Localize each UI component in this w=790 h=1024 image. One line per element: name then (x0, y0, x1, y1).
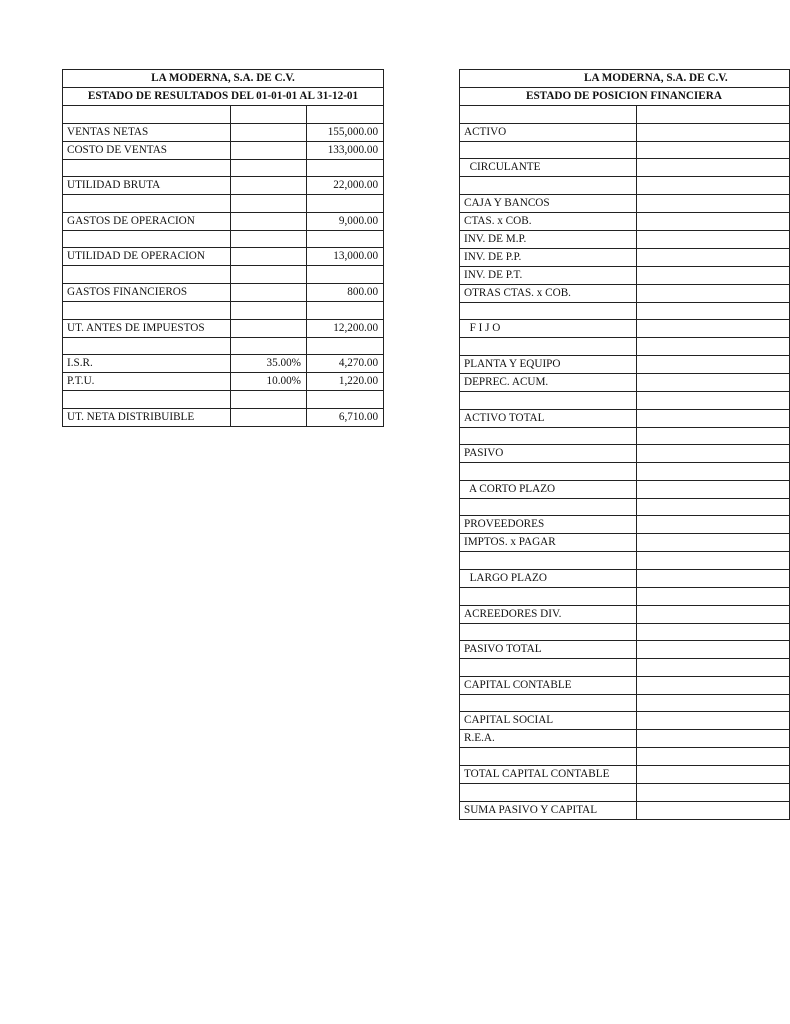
table-row (63, 230, 384, 248)
table-row (63, 266, 384, 284)
table-row (63, 248, 384, 266)
income-row-percent (231, 212, 307, 230)
income-row-percent: 35.00% (231, 355, 307, 373)
table-row (460, 409, 790, 427)
income-row-amount (307, 266, 384, 284)
balance-row-amount (637, 552, 790, 570)
balance-sheet-table (459, 69, 790, 820)
table-row (460, 463, 790, 481)
income-row-percent (231, 408, 307, 426)
table-row (460, 552, 790, 570)
income-row-label (63, 301, 231, 319)
income-row-percent: 10.00% (231, 373, 307, 391)
balance-row-label: PASIVO (460, 445, 637, 463)
balance-row-label: CIRCULANTE (460, 159, 637, 177)
table-row (460, 569, 790, 587)
balance-row-amount (637, 480, 790, 498)
balance-row-label: INV. DE P.T. (460, 266, 637, 284)
income-row-percent (231, 337, 307, 355)
balance-row-amount (637, 194, 790, 212)
income-row-label (63, 337, 231, 355)
balance-row-amount (637, 676, 790, 694)
balance-row-amount (637, 284, 790, 302)
balance-row-label (460, 498, 637, 516)
balance-statement-title: ESTADO DE POSICION FINANCIERA (460, 88, 790, 106)
balance-row-amount (637, 765, 790, 783)
income-row-label: UTILIDAD DE OPERACION (63, 248, 231, 266)
balance-row-amount (637, 373, 790, 391)
table-row (460, 587, 790, 605)
balance-row-amount (637, 427, 790, 445)
income-row-label (63, 195, 231, 213)
income-row-label (63, 230, 231, 248)
income-row-label: GASTOS FINANCIEROS (63, 283, 231, 301)
income-statement-body (63, 70, 384, 427)
table-row (460, 284, 790, 302)
table-row (460, 498, 790, 516)
table-row (460, 338, 790, 356)
balance-row-amount (637, 783, 790, 801)
income-row-label: I.S.R. (63, 355, 231, 373)
income-row-amount (307, 337, 384, 355)
income-row-amount (307, 195, 384, 213)
income-header-company-row (63, 70, 384, 88)
balance-row-label (460, 587, 637, 605)
balance-row-amount (637, 659, 790, 677)
table-row (63, 301, 384, 319)
table-row (460, 230, 790, 248)
balance-row-amount (637, 516, 790, 534)
balance-row-label: INV. DE M.P. (460, 230, 637, 248)
income-row-percent (231, 159, 307, 177)
table-row (460, 302, 790, 320)
income-row-percent (231, 177, 307, 195)
balance-company-name: LA MODERNA, S.A. DE C.V. (460, 70, 790, 88)
balance-row-label: F I J O (460, 320, 637, 338)
table-row (460, 123, 790, 141)
balance-row-label: ACTIVO TOTAL (460, 409, 637, 427)
balance-row-label (460, 141, 637, 159)
table-row (460, 391, 790, 409)
table-row (63, 177, 384, 195)
table-row (460, 676, 790, 694)
table-row (460, 177, 790, 195)
income-row-label: UT. NETA DISTRIBUIBLE (63, 408, 231, 426)
balance-row-amount (637, 302, 790, 320)
table-row (63, 141, 384, 159)
balance-row-label: ACTIVO (460, 123, 637, 141)
income-row-amount (307, 106, 384, 124)
table-row (460, 212, 790, 230)
balance-row-amount (637, 106, 790, 124)
balance-row-label: LARGO PLAZO (460, 569, 637, 587)
income-row-label (63, 106, 231, 124)
table-row (460, 106, 790, 124)
table-row (460, 623, 790, 641)
balance-row-label: CTAS. x COB. (460, 212, 637, 230)
balance-row-amount (637, 463, 790, 481)
income-row-label (63, 266, 231, 284)
table-row (460, 159, 790, 177)
table-row (460, 712, 790, 730)
income-row-label: GASTOS DE OPERACION (63, 212, 231, 230)
balance-row-label: TOTAL CAPITAL CONTABLE (460, 765, 637, 783)
balance-sheet-body (460, 70, 790, 820)
income-row-amount (307, 230, 384, 248)
income-row-amount (307, 159, 384, 177)
table-row (63, 159, 384, 177)
balance-header-title-row (460, 88, 790, 106)
balance-row-label (460, 552, 637, 570)
balance-sheet-clipped-area (459, 69, 728, 869)
income-row-amount: 4,270.00 (307, 355, 384, 373)
table-row (460, 320, 790, 338)
table-row (460, 355, 790, 373)
table-row (460, 266, 790, 284)
balance-row-label (460, 748, 637, 766)
balance-row-label (460, 338, 637, 356)
balance-row-label (460, 694, 637, 712)
income-row-percent (231, 319, 307, 337)
income-row-percent (231, 106, 307, 124)
income-row-label: COSTO DE VENTAS (63, 141, 231, 159)
table-row (460, 534, 790, 552)
balance-row-label (460, 106, 637, 124)
balance-row-label (460, 463, 637, 481)
balance-row-amount (637, 355, 790, 373)
income-statement-table (62, 69, 384, 427)
balance-row-amount (637, 730, 790, 748)
balance-row-amount (637, 338, 790, 356)
balance-row-amount (637, 391, 790, 409)
balance-row-amount (637, 712, 790, 730)
income-row-percent (231, 283, 307, 301)
income-row-label: UT. ANTES DE IMPUESTOS (63, 319, 231, 337)
balance-row-amount (637, 694, 790, 712)
table-row (460, 641, 790, 659)
table-row (63, 408, 384, 426)
table-row (460, 194, 790, 212)
balance-row-label (460, 391, 637, 409)
table-row (460, 730, 790, 748)
table-row (63, 123, 384, 141)
income-row-amount: 1,220.00 (307, 373, 384, 391)
income-row-label: UTILIDAD BRUTA (63, 177, 231, 195)
table-row (63, 212, 384, 230)
income-row-amount: 22,000.00 (307, 177, 384, 195)
balance-row-amount (637, 141, 790, 159)
balance-row-amount (637, 123, 790, 141)
balance-row-amount (637, 177, 790, 195)
table-row (460, 427, 790, 445)
balance-row-label: PASIVO TOTAL (460, 641, 637, 659)
income-row-amount: 6,710.00 (307, 408, 384, 426)
balance-row-amount (637, 569, 790, 587)
table-row (460, 659, 790, 677)
income-header-title-row (63, 88, 384, 106)
balance-row-label (460, 659, 637, 677)
balance-row-label: IMPTOS. x PAGAR (460, 534, 637, 552)
income-row-percent (231, 141, 307, 159)
balance-row-label (460, 623, 637, 641)
balance-row-amount (637, 159, 790, 177)
income-row-label (63, 391, 231, 409)
balance-row-label (460, 302, 637, 320)
balance-row-amount (637, 409, 790, 427)
income-row-amount: 133,000.00 (307, 141, 384, 159)
table-row (460, 516, 790, 534)
balance-row-label: A CORTO PLAZO (460, 480, 637, 498)
balance-row-label: CAJA Y BANCOS (460, 194, 637, 212)
balance-row-amount (637, 266, 790, 284)
table-row (460, 248, 790, 266)
income-row-label (63, 159, 231, 177)
income-row-label: P.T.U. (63, 373, 231, 391)
income-row-amount: 13,000.00 (307, 248, 384, 266)
balance-row-label: R.E.A. (460, 730, 637, 748)
balance-header-company-row (460, 70, 790, 88)
income-row-amount (307, 391, 384, 409)
income-row-amount: 9,000.00 (307, 212, 384, 230)
balance-row-label: DEPREC. ACUM. (460, 373, 637, 391)
balance-row-amount (637, 248, 790, 266)
table-row (460, 445, 790, 463)
income-company-name: LA MODERNA, S.A. DE C.V. (63, 70, 384, 88)
balance-row-amount (637, 212, 790, 230)
income-row-percent (231, 391, 307, 409)
table-row (63, 373, 384, 391)
balance-row-label: PLANTA Y EQUIPO (460, 355, 637, 373)
balance-row-amount (637, 320, 790, 338)
balance-row-amount (637, 534, 790, 552)
table-row (63, 195, 384, 213)
table-row (63, 319, 384, 337)
income-row-amount: 800.00 (307, 283, 384, 301)
income-row-percent (231, 266, 307, 284)
income-row-amount: 12,200.00 (307, 319, 384, 337)
balance-row-label: INV. DE P.P. (460, 248, 637, 266)
table-row (460, 605, 790, 623)
balance-row-label: SUMA PASIVO Y CAPITAL (460, 801, 637, 819)
table-row (460, 694, 790, 712)
income-row-label: VENTAS NETAS (63, 123, 231, 141)
balance-row-amount (637, 748, 790, 766)
income-statement-title: ESTADO DE RESULTADOS DEL 01-01-01 AL 31-12-01 (63, 88, 384, 106)
balance-row-label (460, 427, 637, 445)
table-row (460, 480, 790, 498)
balance-row-label: ACREEDORES DIV. (460, 605, 637, 623)
table-row (63, 391, 384, 409)
income-row-percent (231, 195, 307, 213)
table-row (63, 337, 384, 355)
income-row-percent (231, 301, 307, 319)
table-row (460, 801, 790, 819)
table-row (460, 765, 790, 783)
table-row (63, 106, 384, 124)
income-row-percent (231, 123, 307, 141)
balance-row-label (460, 177, 637, 195)
income-row-amount (307, 301, 384, 319)
balance-row-label: CAPITAL CONTABLE (460, 676, 637, 694)
table-row (460, 141, 790, 159)
balance-row-label: CAPITAL SOCIAL (460, 712, 637, 730)
table-row (460, 373, 790, 391)
income-row-percent (231, 230, 307, 248)
balance-row-amount (637, 623, 790, 641)
balance-row-label (460, 783, 637, 801)
balance-row-amount (637, 641, 790, 659)
income-row-percent (231, 248, 307, 266)
balance-row-amount (637, 801, 790, 819)
balance-row-label: OTRAS CTAS. x COB. (460, 284, 637, 302)
table-row (460, 783, 790, 801)
balance-row-amount (637, 587, 790, 605)
table-row (63, 355, 384, 373)
balance-row-amount (637, 605, 790, 623)
balance-row-amount (637, 498, 790, 516)
income-row-amount: 155,000.00 (307, 123, 384, 141)
balance-row-amount (637, 230, 790, 248)
balance-row-label: PROVEEDORES (460, 516, 637, 534)
balance-row-amount (637, 445, 790, 463)
table-row (63, 283, 384, 301)
table-row (460, 748, 790, 766)
